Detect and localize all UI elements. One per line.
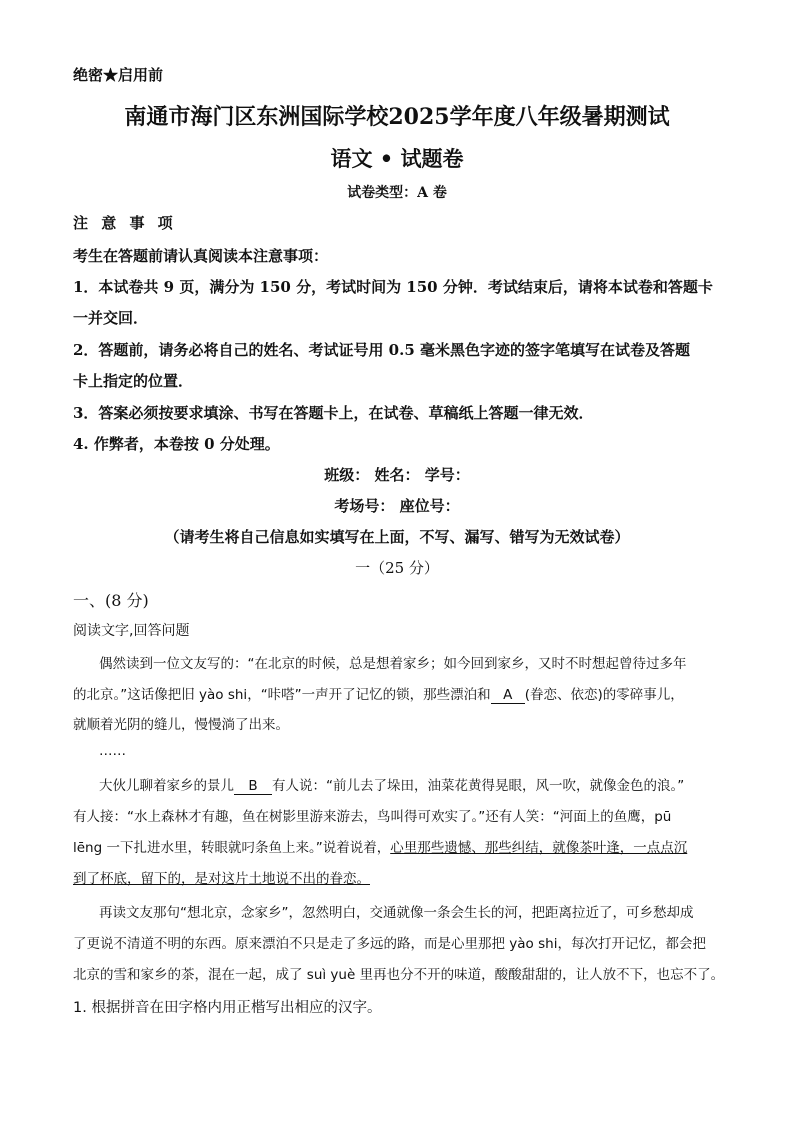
underlined-sentence: 心里那些遗憾、那些纠结，就像茶叶逢，一点点沉 [390,840,688,856]
notice-item: 3．答案必须按要求填涂、书写在答题卡上，在试卷、草稿纸上答题一律无效． [73,404,594,422]
passage-line: 再读文友那句“想北京，念家乡”，忽然明白，交通就像一条会生长的河，把距离拉近了，可乡愁却成 [99,905,694,921]
passage-line: 就顺着光阴的缝儿，慢慢淌了出来。 [73,717,289,733]
confidential-label: 绝密★启用前 [73,66,164,84]
notice-item: 4. 作弊者，本卷按 0 分处理。 [73,435,280,453]
notice-heading: 注 意 事 项 [73,214,177,232]
passage-line [73,683,684,704]
passage-text: 的北京。”这话像把旧 yào shi，“咔嗒”一声开了记忆的锁，那些漂泊和 [73,687,491,703]
passage-ellipsis: …… [99,743,126,759]
exam-subtitle: 语文 • 试题卷 [330,146,464,171]
passage-text: 有人说：“前儿去了垛田，油菜花黄得晃眼，风一吹，就像金色的浪。” [272,778,685,794]
passage-line: 有人接：“水上森林才有趣，鱼在树影里游来游去，鸟叫得可欢实了。”还有人笑：“河面上的鱼鹰，pū [73,809,672,825]
part-label: 一（25 分） [355,559,439,577]
section-instruction: 阅读文字,回答问题 [73,623,190,639]
passage-text: (眷恋、依恋)的零碎事儿， [524,687,684,703]
exam-title: 南通市海门区东洲国际学校2025学年度八年级暑期测试 [124,104,670,130]
passage-line [99,774,684,795]
passage-text: lēng 一下扎进水里，转眼就叼条鱼上来。”说着说着， [73,840,391,856]
paper-type: 试卷类型：A 卷 [347,185,447,201]
blank-a: A [491,687,525,704]
passage-line: 北京的雪和家乡的茶，混在一起，成了 suì yuè 里再也分不开的味道，酸酸甜甜的，让人放不下，也忘不了。 [73,967,725,983]
underlined-sentence: 到了杯底，留下的，是对这片土地说不出的眷恋。 [73,871,370,887]
student-info-warning: （请考生将自己信息如实填写在上面，不写、漏写、错写为无效试卷） [164,528,630,546]
section-heading: 一、(8 分) [73,591,149,610]
question-1: 1. 根据拼音在田字格内用正楷写出相应的汉字。 [73,1000,382,1016]
notice-item: 卡上指定的位置． [73,372,194,390]
notice-item: 1．本试卷共 9 页，满分为 150 分，考试时间为 150 分钟．考试结束后，请将本试卷和答题卡 [73,278,713,296]
student-info-line1: 班级： 姓名： 学号： [324,466,470,484]
passage-line [73,836,687,856]
notice-item: 一并交回． [73,309,149,327]
student-info-line2: 考场号： 座位号： [334,497,460,515]
passage-line: 偶然读到一位文友写的：“在北京的时候，总是想着家乡；如今回到家乡，又时不时想起曾待过多年 [99,656,687,672]
notice-item: 2．答题前，请务必将自己的姓名、考试证号用 0.5 毫米黑色字迹的签字笔填写在试卷及答题 [73,341,690,359]
passage-line: 了更说不清道不明的东西。原来漂泊不只是走了多远的路，而是心里那把 yào shi，每次打开记忆，都会把 [73,936,706,952]
passage-text: 大伙儿聊着家乡的景儿 [99,778,234,794]
blank-b: B [234,778,272,795]
notice-intro: 考生在答题前请认真阅读本注意事项： [73,247,329,265]
